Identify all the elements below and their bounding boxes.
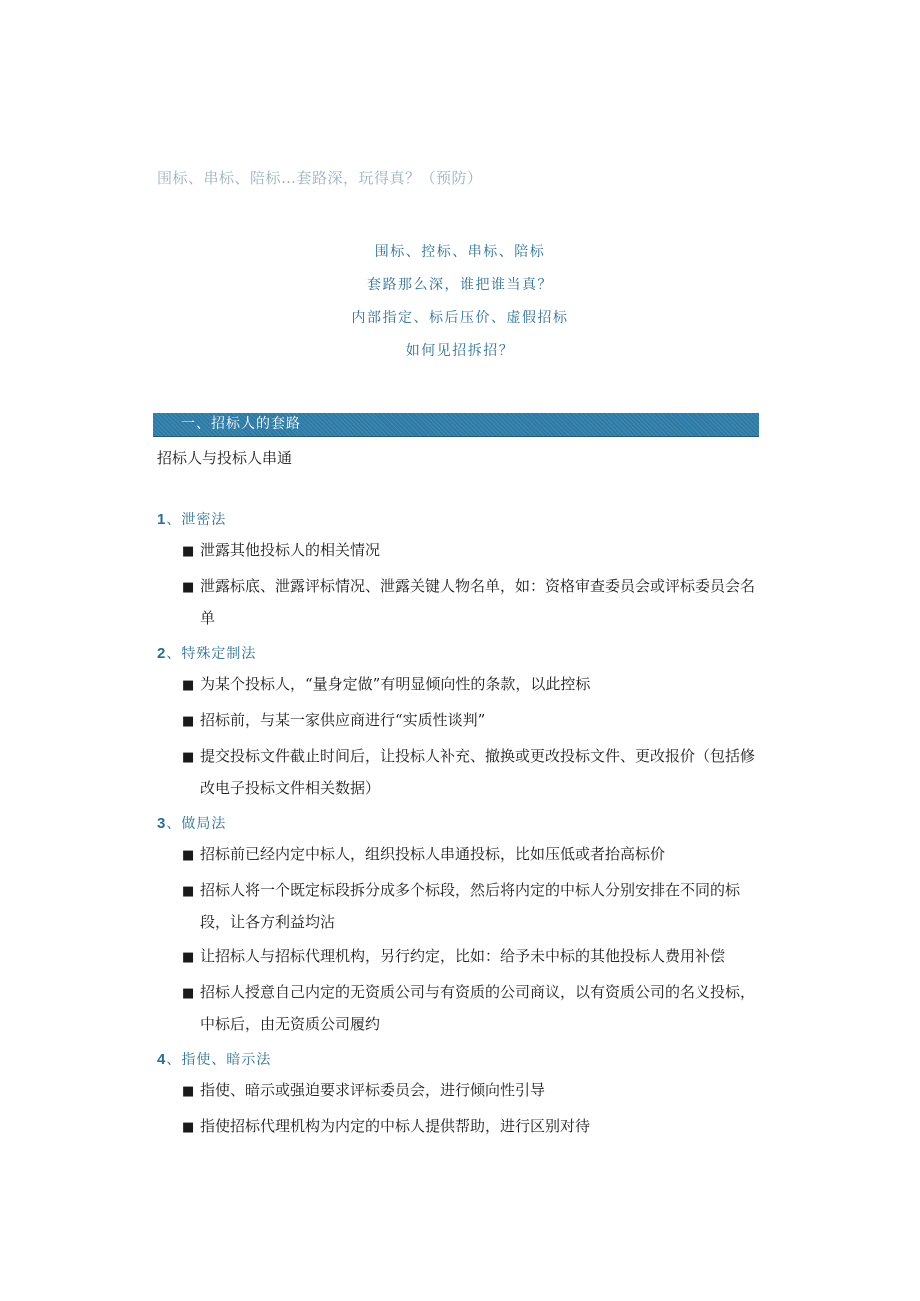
list-item-text: 提交投标文件截止时间后，让投标人补充、撤换或更改投标文件、更改报价（包括修改电子投标文件相关数据） (200, 747, 756, 797)
method-section (157, 1045, 767, 1143)
list-item (182, 705, 767, 737)
list-item (182, 941, 767, 973)
list-item-text: 招标前已经内定中标人，组织投标人串通投标，比如压低或者抬高标价 (200, 845, 666, 863)
list-item-text: 招标前，与某一家供应商进行“实质性谈判” (200, 711, 486, 729)
square-bullet-icon: ■ (182, 544, 195, 559)
intro-line: 如何见招拆招？ (405, 343, 515, 359)
method-number: 4 (157, 1051, 167, 1068)
list-item-text: 让招标人与招标代理机构，另行约定，比如：给予未中标的其他投标人费用补偿 (200, 947, 726, 965)
method-heading (157, 505, 767, 535)
list-item-text: 指使招标代理机构为内定的中标人提供帮助，进行区别对待 (200, 1117, 591, 1135)
square-bullet-icon: ■ (182, 1120, 195, 1135)
method-title: 、特殊定制法 (166, 646, 257, 662)
method-title: 、做局法 (166, 816, 227, 832)
intro-line: 内部指定、标后压价、虚假招标 (351, 310, 569, 326)
list-item-text: 招标人将一个既定标段拆分成多个标段，然后将内定的中标人分别安排在不同的标段，让各方利益均沾 (200, 881, 741, 931)
method-section (157, 505, 767, 633)
method-heading (157, 639, 767, 669)
document-title: 围标、串标、陪标…套路深，玩得真？（预防） (157, 169, 483, 187)
list-item-text: 为某个投标人，“量身定做”有明显倾向性的条款，以此控标 (200, 675, 591, 693)
list-item (182, 669, 767, 701)
square-bullet-icon: ■ (182, 678, 195, 693)
method-item-list (157, 1075, 767, 1143)
method-section (157, 639, 767, 803)
intro-line: 套路那么深，谁把谁当真？ (367, 277, 553, 293)
list-item (182, 571, 767, 633)
square-bullet-icon: ■ (182, 950, 195, 965)
list-item-text: 招标人授意自己内定的无资质公司与有资质的公司商议，以有资质公司的名义投标，中标后，由无资质公司履约 (200, 983, 756, 1033)
square-bullet-icon: ■ (182, 848, 195, 863)
list-item (182, 977, 767, 1039)
method-number: 2 (157, 645, 167, 662)
method-title: 、泄密法 (166, 512, 227, 528)
method-item-list (157, 839, 767, 1039)
list-item (182, 741, 767, 803)
square-bullet-icon: ■ (182, 1084, 195, 1099)
list-item-text: 指使、暗示或强迫要求评标委员会，进行倾向性引导 (200, 1081, 546, 1099)
section-subheading: 招标人与投标人串通 (157, 449, 293, 467)
square-bullet-icon: ■ (182, 580, 195, 595)
square-bullet-icon: ■ (182, 714, 195, 729)
intro-block (0, 236, 920, 368)
list-item (182, 875, 767, 937)
square-bullet-icon: ■ (182, 750, 195, 765)
section-title: 一、招标人的套路 (181, 416, 301, 432)
method-section (157, 809, 767, 1039)
list-item-text: 泄露标底、泄露评标情况、泄露关键人物名单，如：资格审查委员会或评标委员会名单 (200, 577, 756, 627)
methods-list (157, 505, 767, 1149)
list-item (182, 839, 767, 871)
section-header-bar (153, 413, 759, 437)
list-item (182, 1075, 767, 1107)
method-number: 3 (157, 815, 167, 832)
method-item-list (157, 669, 767, 803)
list-item (182, 1111, 767, 1143)
method-title: 、指使、暗示法 (166, 1052, 272, 1068)
method-heading (157, 809, 767, 839)
square-bullet-icon: ■ (182, 884, 195, 899)
method-heading (157, 1045, 767, 1075)
square-bullet-icon: ■ (182, 986, 195, 1001)
list-item-text: 泄露其他投标人的相关情况 (200, 541, 381, 559)
intro-line: 围标、控标、串标、陪标 (374, 244, 546, 260)
method-number: 1 (157, 511, 167, 528)
list-item (182, 535, 767, 567)
method-item-list (157, 535, 767, 633)
